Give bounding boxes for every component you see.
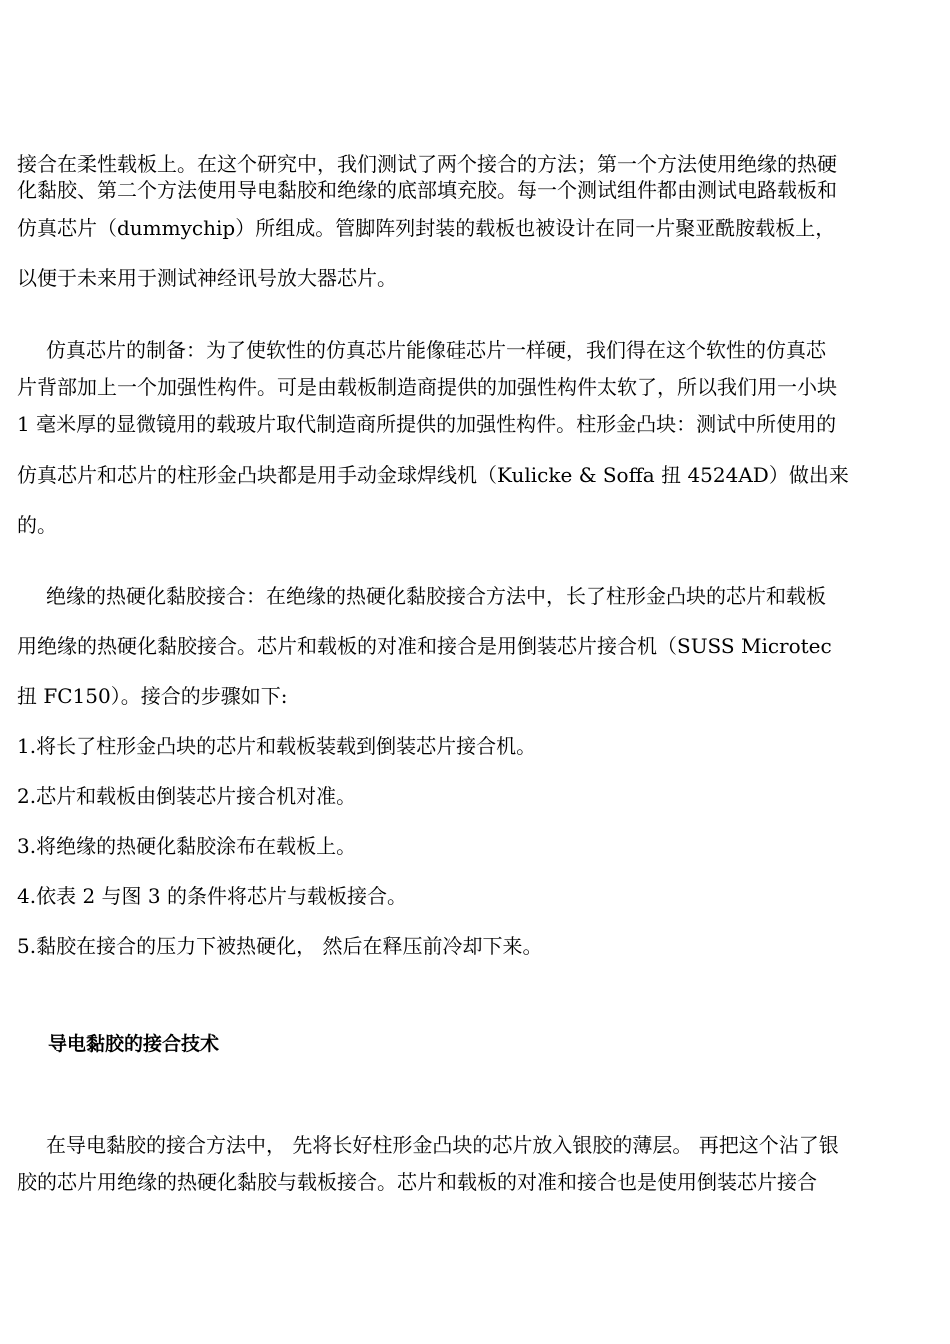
step-4: 4.依表 2 与图 3 的条件将芯片与载板接合。	[17, 884, 407, 908]
paragraph-3-line-1: 绝缘的热硬化黏胶接合：在绝缘的热硬化黏胶接合方法中，长了柱形金凸块的芯片和载板	[46, 584, 826, 608]
paragraph-3-line-3: 扭 FC150）。接合的步骤如下:	[17, 684, 288, 708]
paragraph-1-line-4: 以便于未来用于测试神经讯号放大器芯片。	[17, 266, 397, 290]
paragraph-1-line-3: 仿真芯片（dummychip）所组成。管脚阵列封装的载板也被设计在同一片聚亚酰胺载板上，	[17, 216, 836, 240]
step-1: 1.将长了柱形金凸块的芯片和载板装载到倒装芯片接合机。	[17, 734, 537, 758]
section-heading: 导电黏胶的接合技术	[48, 1033, 220, 1055]
step-2: 2.芯片和载板由倒装芯片接合机对准。	[17, 784, 357, 808]
paragraph-3-line-2: 用绝缘的热硬化黏胶接合。芯片和载板的对准和接合是用倒装芯片接合机（SUSS Microtec	[17, 634, 832, 658]
step-5: 5.黏胶在接合的压力下被热硬化， 然后在释压前冷却下来。	[17, 934, 543, 958]
paragraph-2-line-2: 片背部加上一个加强性构件。可是由载板制造商提供的加强性构件太软了，所以我们用一小块	[17, 375, 837, 399]
paragraph-2-line-4: 仿真芯片和芯片的柱形金凸块都是用手动金球焊线机（Kulicke & Soffa 扭 4524AD）做出来	[17, 463, 849, 487]
paragraph-2-line-1: 仿真芯片的制备：为了使软性的仿真芯片能像硅芯片一样硬，我们得在这个软性的仿真芯	[46, 338, 826, 362]
paragraph-4-line-2: 胶的芯片用绝缘的热硬化黏胶与载板接合。芯片和载板的对准和接合也是使用倒装芯片接合	[17, 1170, 817, 1194]
step-3: 3.将绝缘的热硬化黏胶涂布在载板上。	[17, 834, 357, 858]
paragraph-2-line-5: 的。	[17, 513, 57, 537]
paragraph-1-line-2: 化黏胶、第二个方法使用导电黏胶和绝缘的底部填充胶。每一个测试组件都由测试电路载板和	[17, 178, 837, 202]
paragraph-2-line-3: 1 毫米厚的显微镜用的载玻片取代制造商所提供的加强性构件。柱形金凸块：测试中所使用的	[17, 412, 837, 436]
paragraph-4-line-1: 在导电黏胶的接合方法中， 先将长好柱形金凸块的芯片放入银胶的薄层。 再把这个沾了银	[46, 1133, 839, 1157]
paragraph-1-line-1: 接合在柔性载板上。在这个研究中，我们测试了两个接合的方法；第一个方法使用绝缘的热硬	[17, 152, 837, 176]
